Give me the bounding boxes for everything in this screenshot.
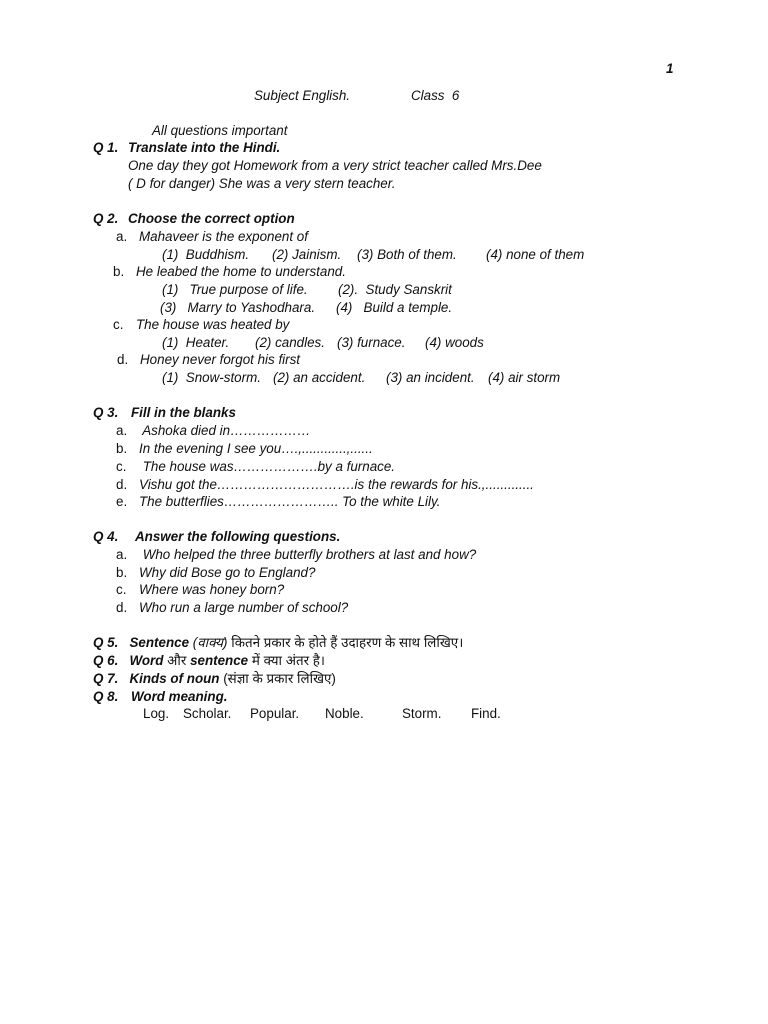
option: (4) air storm [488,370,561,385]
hindi-term: (वाक्य) [189,635,228,650]
option: (1) Snow-storm. [162,370,261,385]
question-6 [93,653,325,669]
subject-label: Subject English. [254,88,351,103]
item-letter: a. [116,423,128,438]
sentence-term: Sentence [129,635,190,650]
option: (4) Build a temple. [336,300,453,315]
item-text: Who helped the three butterfly brothers at last and how? [139,547,477,562]
option: (1) Buddhism. [162,247,250,262]
option: (2). Study Sanskrit [338,282,452,297]
kinds-of-noun-term: Kinds of noun [129,671,220,686]
question-number: Q 8. [93,689,119,704]
vocab-word: Scholar. [183,706,232,721]
question-5 [93,635,463,651]
item-text: The house was……………….by a furnace. [139,459,396,474]
passage-line: One day they got Homework from a very strict teacher called Mrs.Dee [128,158,542,173]
item-letter: c. [116,582,127,597]
question-number: Q 3. [93,405,119,420]
vocab-word: Log. [143,706,170,721]
item-letter: d. [116,477,128,492]
option: (1) True purpose of life. [162,282,308,297]
item-letter: b. [116,441,128,456]
question-number: Q 2. [93,211,119,226]
passage-line: ( D for danger) She was a very stern teacher. [128,176,396,191]
item-text: The house was heated by [136,317,290,332]
item-letter: d. [117,352,129,367]
sentence-term: sentence [190,653,249,668]
item-text: Honey never forgot his first [140,352,301,367]
item-letter: b. [113,264,125,279]
page-number: 1 [666,61,674,76]
class-label: Class 6 [411,88,460,103]
hindi-instruction: कितने प्रकार के होते हैं उदाहरण के साथ लिखिए। [227,635,464,650]
item-text: Vishu got the………………………….is the rewards for his.,............. [139,477,534,492]
option: (2) Jainism. [272,247,342,262]
question-title: Fill in the blanks [131,405,236,420]
option: (2) candles. [255,335,325,350]
vocab-word: Find. [471,706,501,721]
item-text: Ashoka died in……………… [139,423,311,438]
item-text: Who run a large number of school? [139,600,349,615]
option: (3) furnace. [337,335,406,350]
important-note: All questions important [152,123,288,138]
item-letter: c. [116,459,127,474]
option: (1) Heater. [162,335,230,350]
item-letter: a. [116,547,128,562]
item-text: He leabed the home to understand. [136,264,346,279]
vocab-word: Popular. [250,706,300,721]
option: (3) Marry to Yashodhara. [160,300,316,315]
vocab-word: Storm. [402,706,442,721]
item-letter: e. [116,494,128,509]
question-title: Answer the following questions. [135,529,341,544]
item-letter: b. [116,565,128,580]
question-title: Translate into the Hindi. [128,140,281,155]
item-text: Where was honey born? [139,582,285,597]
question-number: Q 7. [93,671,119,686]
option: (3) Both of them. [357,247,457,262]
option: (4) woods [425,335,484,350]
question-title: Choose the correct option [128,211,295,226]
hindi-instruction: (संज्ञा के प्रकार लिखिए) [219,671,336,686]
question-number: Q 4. [93,529,119,544]
option: (3) an incident. [386,370,475,385]
question-7 [93,671,336,687]
hindi-connector: और [163,653,191,668]
option: (4) none of them [486,247,585,262]
question-number: Q 5. [93,635,119,650]
item-letter: a. [116,229,128,244]
question-number: Q 6. [93,653,119,668]
item-text: Mahaveer is the exponent of [139,229,308,244]
hindi-instruction: में क्या अंतर है। [248,653,325,668]
word-term: Word [129,653,164,668]
vocab-word: Noble. [325,706,364,721]
item-text: Why did Bose go to England? [139,565,316,580]
option: (2) an accident. [273,370,366,385]
item-text: The butterflies…………………….. To the white Lily. [139,494,441,509]
item-letter: d. [116,600,128,615]
question-number: Q 1. [93,140,119,155]
item-letter: c. [113,317,124,332]
item-text: In the evening I see you….,............,...... [139,441,373,456]
question-title: Word meaning. [131,689,228,704]
